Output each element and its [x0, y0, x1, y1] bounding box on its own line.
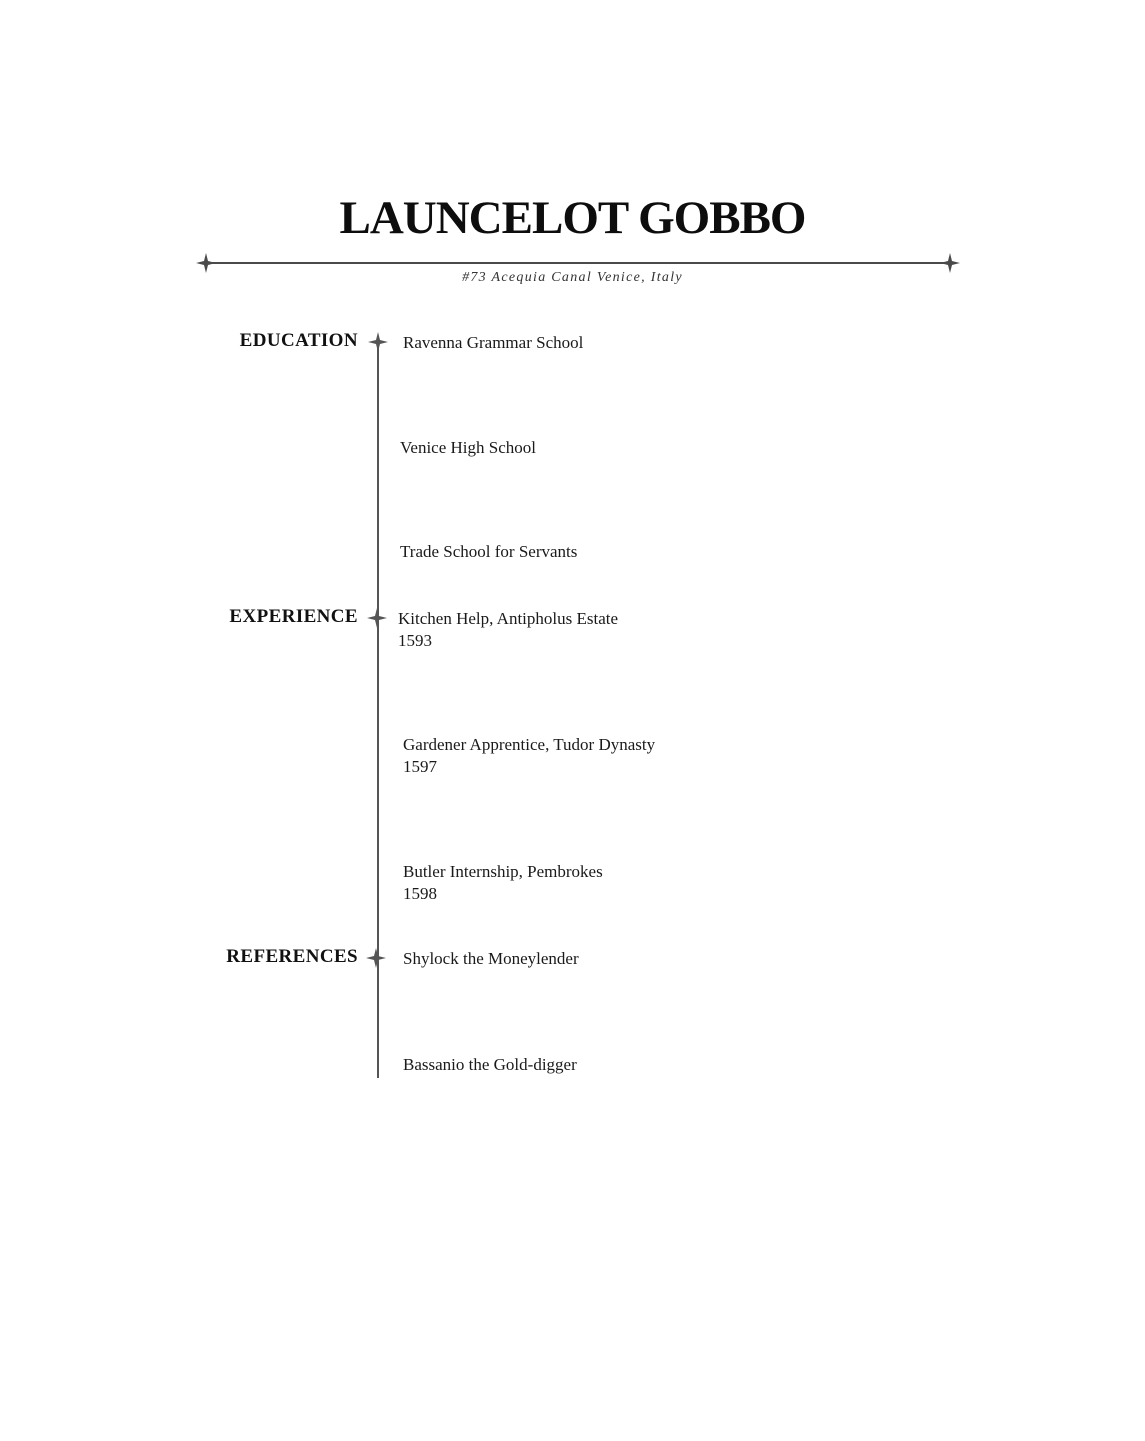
four-point-star-icon — [366, 948, 386, 968]
entry-title: Trade School for Servants — [400, 542, 578, 561]
entry-year: 1597 — [403, 757, 437, 776]
section-label-references: REFERENCES — [226, 946, 358, 967]
reference-item — [403, 1054, 577, 1076]
header-divider — [204, 262, 948, 264]
four-point-star-icon — [367, 608, 387, 628]
entry-title: Ravenna Grammar School — [403, 333, 584, 352]
experience-item — [403, 734, 655, 778]
entry-title: Shylock the Moneylender — [403, 949, 579, 968]
candidate-name: LAUNCELOT GOBBO — [339, 192, 806, 244]
entry-title: Butler Internship, Pembrokes — [403, 862, 603, 881]
experience-item — [403, 861, 603, 905]
education-item — [403, 332, 583, 354]
entry-title: Venice High School — [400, 438, 536, 457]
four-point-star-icon — [368, 332, 388, 352]
section-label-experience: EXPERIENCE — [229, 606, 358, 627]
experience-item — [398, 608, 618, 652]
section-label-education: EDUCATION — [239, 330, 358, 351]
entry-year: 1593 — [398, 631, 432, 650]
entry-title: Gardener Apprentice, Tudor Dynasty — [403, 735, 656, 754]
entry-title: Bassanio the Gold-digger — [403, 1055, 577, 1074]
reference-item — [403, 948, 579, 970]
entry-title: Kitchen Help, Antipholus Estate — [398, 609, 619, 628]
education-item — [400, 541, 577, 563]
education-item — [400, 437, 536, 459]
address: #73 Acequia Canal Venice, Italy — [462, 270, 683, 285]
entry-year: 1598 — [403, 884, 437, 903]
